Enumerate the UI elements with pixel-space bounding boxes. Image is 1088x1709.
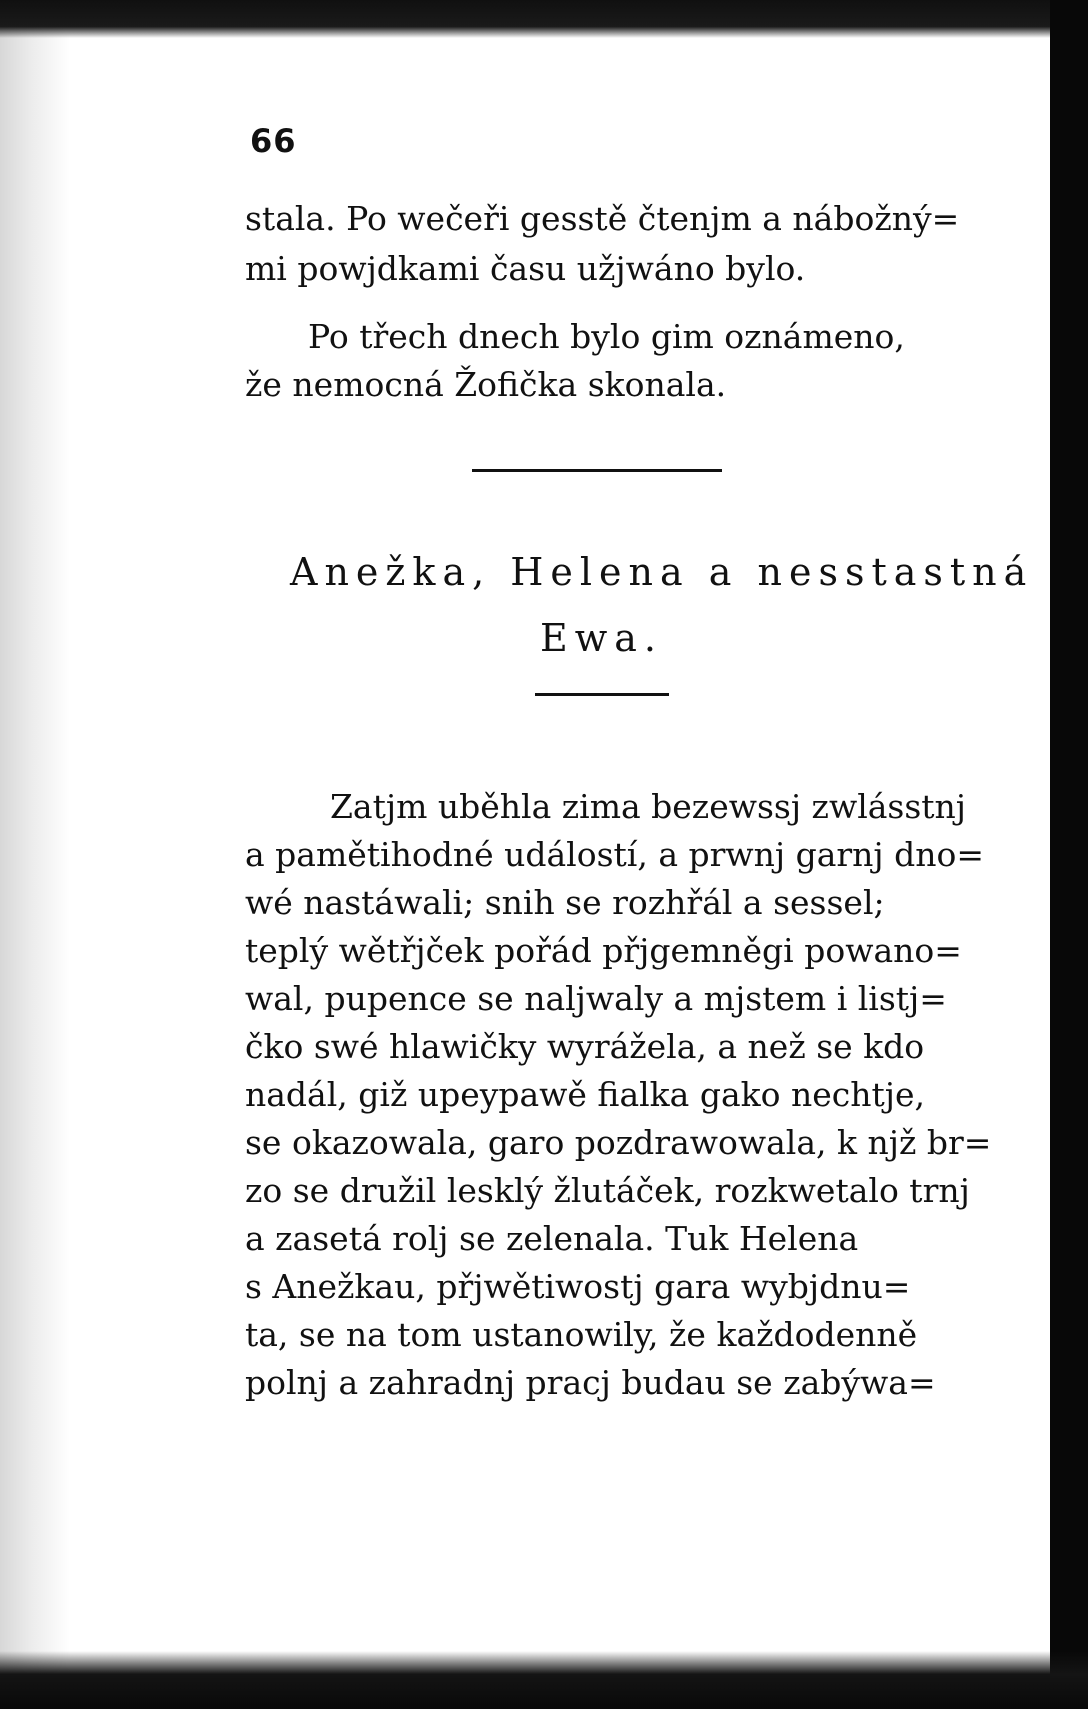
text-line: mi powjdkami času užjwáno bylo. [245,249,806,288]
text-line: ta, se na tom ustanowily, že každodenně [245,1315,918,1354]
text-line: wal, pupence se naljwaly a mjstem i listj= [245,979,947,1018]
scan-left-shadow [0,0,70,1709]
text-line: s Anežkau, přjwětiwostj gara wybjdnu= [245,1267,911,1306]
text-line: a zasetá rolj se zelenala. Tuk Helena [245,1219,859,1258]
scan-right-edge [1050,0,1088,1709]
section-heading-line-1: Anežka, Helena a nesstastná [290,550,1034,594]
text-line: polnj a zahradnj pracj budau se zabýwa= [245,1363,936,1402]
text-line: stala. Po wečeři gesstě čtenjm a nábožný= [245,199,960,238]
section-rule-top [472,469,722,472]
text-line: wé nastáwali; snih se rozhřál a sessel; [245,883,885,922]
text-line: Po třech dnech bylo gim oznámeno, [308,317,905,356]
text-line: čko swé hlawičky wyrážela, a než se kdo [245,1027,925,1066]
text-line: zo se družil lesklý žlutáček, rozkwetalo trnj [245,1171,970,1210]
page-number: 66 [250,122,297,160]
text-line: teplý wětřjček pořád přjgemněgi powano= [245,931,962,970]
text-line: se okazowala, garo pozdrawowala, k njž br= [245,1123,992,1162]
text-line: že nemocná Žofička skonala. [245,365,727,404]
section-heading-line-2: Ewa. [540,616,663,660]
section-rule-bottom [535,693,669,696]
scan-top-shadow [0,0,1088,38]
text-line: nadál, giž upeypawě fialka gako nechtje, [245,1075,926,1114]
scan-bottom-edge [0,1651,1088,1709]
text-line: a pamětihodné událostí, a prwnj garnj dno= [245,835,985,874]
text-line: Zatjm uběhla zima bezewssj zwlásstnj [330,787,967,826]
